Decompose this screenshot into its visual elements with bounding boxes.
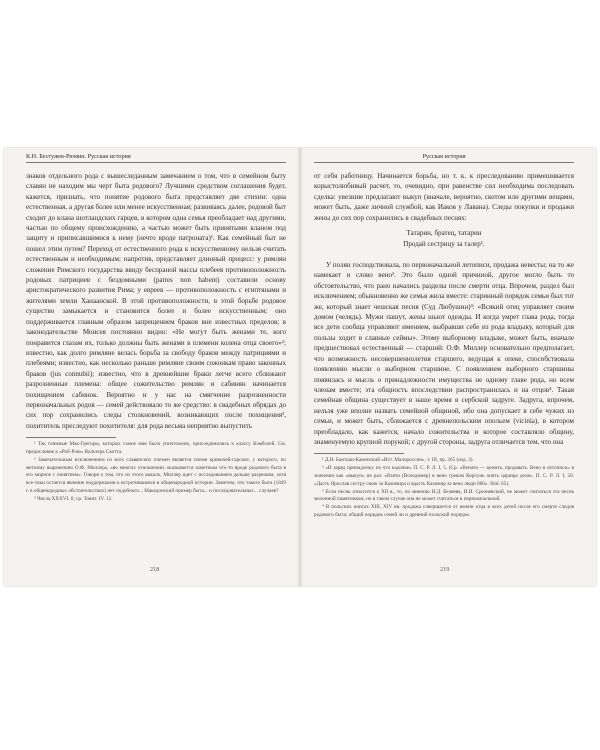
left-footnote: ³ Числа XXXVI. 6; ср. Товит. IV. 12. (34, 495, 113, 502)
book-gutter (297, 148, 303, 586)
left-running-head: К.Н. Бестужев-Рюмин. Русская история (26, 152, 286, 163)
right-footnote: ² «И заряд принадлежу по что кадочке» П. С. Р. Л. I, 5. (Ср. «Венати — ценить, продавать. Вено в летописи» в значении как «выкуп» не раз: «Взяти (Володимер) в вено греком Корсунь опять царицы деля». П. С. Р. Л. I, 50. «Дасть Ярослав сестру свою за Казимира и вдасть Казимир за вено люди 800». Ibid. 65). (314, 465, 574, 487)
left-footnote-rule (26, 437, 116, 438)
right-footnote: ³ Если песнь относится к XII в., то, по мнению И.Д. Беляева, И.И. Срезневский, не может считаться эта песнь моленной памятником, но в таком случае она не может считаться и первоначальной. (314, 488, 574, 503)
left-footnote: ² Замечательным исключением из всех славянских племен является племя кривичей-гарское, у которого, по метному выражению О.Ф. Миллера, «во многих отношениях оказывается заметным что-то вроде родового быта в его мирное с понятием». Говоря о том, что из этого вышло, Миллер идет с исследованием дальше разрешим, хотя все-таки остается явление поддержками к встретившимся в общенародной истории. Заметим, что такого быта (1849 г. в общенародных обстоятельствах) нет подобного... Македонский пример быта... и последовательных... случаев? (26, 456, 286, 494)
left-footnotes (26, 441, 286, 503)
song-verse (314, 228, 574, 250)
left-paragraph: знаков отдельного рода с вышеследанным замечанием о том, что в семейном быту славян не находим мы черт быта родового? Лучшими средством соглашения будет, кажется, признать, что понятие родового быта представляет две стихии: одна естественная, а другая более или менее искусственная; развиваясь далее, родовой быт сходит до клана шотландских гарцев, в котором одна семья преобладает над другими, частью по общему происхождению, а частью может быть принятыми кланом под защиту и приписавшимися к нему (нечто вроде патроната)¹. Как семейный быт не пошел этим путем? Переход от естественного рода к искусственному нельзя считать естественным и необходимым; напротив, представляет длинный процесс: у римлян сложение Римского государства ввиду беспраной массы плебеев противоположность родовых патрициев с бездомными (patres non habent) составили основу аристократического развития Рима; у евреев — противоположность с египтянами и жителями земли Ханаанской. В этой противоположности, в этой борьбе родовое существо замыкается и становится более и более искусственным; оно поддерживается главным образом запрещением браков вне известных пределов; в законодательстве Моисея постоянно видно: «Не могут быть женами те, кого понравится глазам их, только должны быть женами в племени колена отца своего»²; известно, как долго римляне велась борьба за свободу браков между патрициями и плебеями; известно, как несколько раньше римляне своим сожонкам право законных браков (jus connubii); известно, что в древнейшие браки легче всего сближают разрозненные племена: общее сожительство римлян и сабинян начинается похищением сабинок. Вероятно и у нас на смягчение разрозненности первоначальных родов — семей действовало то же средство: в свадебных обрядах до сих пор сохранились следы столкновений, возникающих после похищения³, похититель преследуют похитителя: для рода весьма неприятно выпустить (26, 172, 286, 430)
right-paragraph: от себя работницу. Начинается борьба, но т. к. к преследованию примешивается корыстолюбивый расчет, то, очевидно, при равенстве сил необходима последовать сделка: увезшие предлагают выкуп (вначале, вероятно, скотом или другими вещами, может быть, даже личной службой, как Иаков у Лавана). Следы покупки и продажи жены до сих пор сохранились в свадебных песнях: (314, 172, 574, 222)
verse-line: Продай сестрицу за талер¹. (403, 240, 485, 249)
right-page (314, 152, 574, 520)
right-footnote: ⁴ В польских книгах XIII, XIV вв. продажа совершается от имени отца и всех детей после его смерти следов родового быта; общий порядок семей ли и древний польский порядок. (314, 504, 574, 518)
right-footnote: ¹ Д.Н. Бантыш-Каменский «Ист. Малороссии», т. III, пр. 265 (изд. 3). (322, 457, 474, 464)
left-page (26, 152, 286, 504)
verse-line: Татарин, братец, татарин (406, 229, 482, 238)
left-footnote: ¹ Так гонимые Мак-Грегоры, которых самое имя было уничтожено, присоединились к классу Кэмбэлей. См. предисловие к «Роб-Рою» Вальтера Скотта. (26, 441, 286, 455)
right-paragraph: У полян господствовала, по первоначальной летописи, продажа невесты; на то же намекает и слово вено². Это было одной причиной, другое могло быть то обстоятельство, что рано начались разделы после смерти отца. Впрочем, раздел был исключением; обыкновенно же семья жила вместе: старинный порядок семьи был тот же, который знает чешская песня (Суд Любушин)³: «Всякий отец управляет своим домом (челядь). Мужи пашут, жены шьют одежды. И когда умрет глава рода, тогда все дети сообща управляют имением, выбравши себе из рода владыку, который для пользы ходит в славные сеймы». Этому выборному владыке, может быть, вначале предшествовал естественный — старший: О.Ф. Миллер основательно предполагает, что возможность несовершеннолетия старшего, ведущая к опеке, способствовала появлению мысли о выборном старшине. С появлением выборного старшины появилась и мысль о принадлежности имущества не одному главе рода, но всем членам вместе; эта общность впоследствии распространилась и на отцов⁴. Такая семейная община существует в наше время в сербской задруге. Задруга, впрочем, нельзя уже вполне назвать семейной общиной, ибо она допускает в себе чужих из семьи, и может быть, сближается с древнепольским опольем (vicinia), в котором преобладало, как кажется, начало сожительства и которое составляло общину, знаменуемую крупной порукой; с другой стороны, задруга отличается тем, что она (314, 261, 574, 446)
right-body-text (314, 171, 574, 447)
left-body-text (26, 171, 286, 431)
left-page-number: 218 (150, 566, 160, 573)
right-running-head: Русская история (314, 152, 574, 163)
right-footnote-rule (314, 453, 404, 454)
right-footnotes (314, 457, 574, 519)
right-page-number: 219 (440, 566, 450, 573)
